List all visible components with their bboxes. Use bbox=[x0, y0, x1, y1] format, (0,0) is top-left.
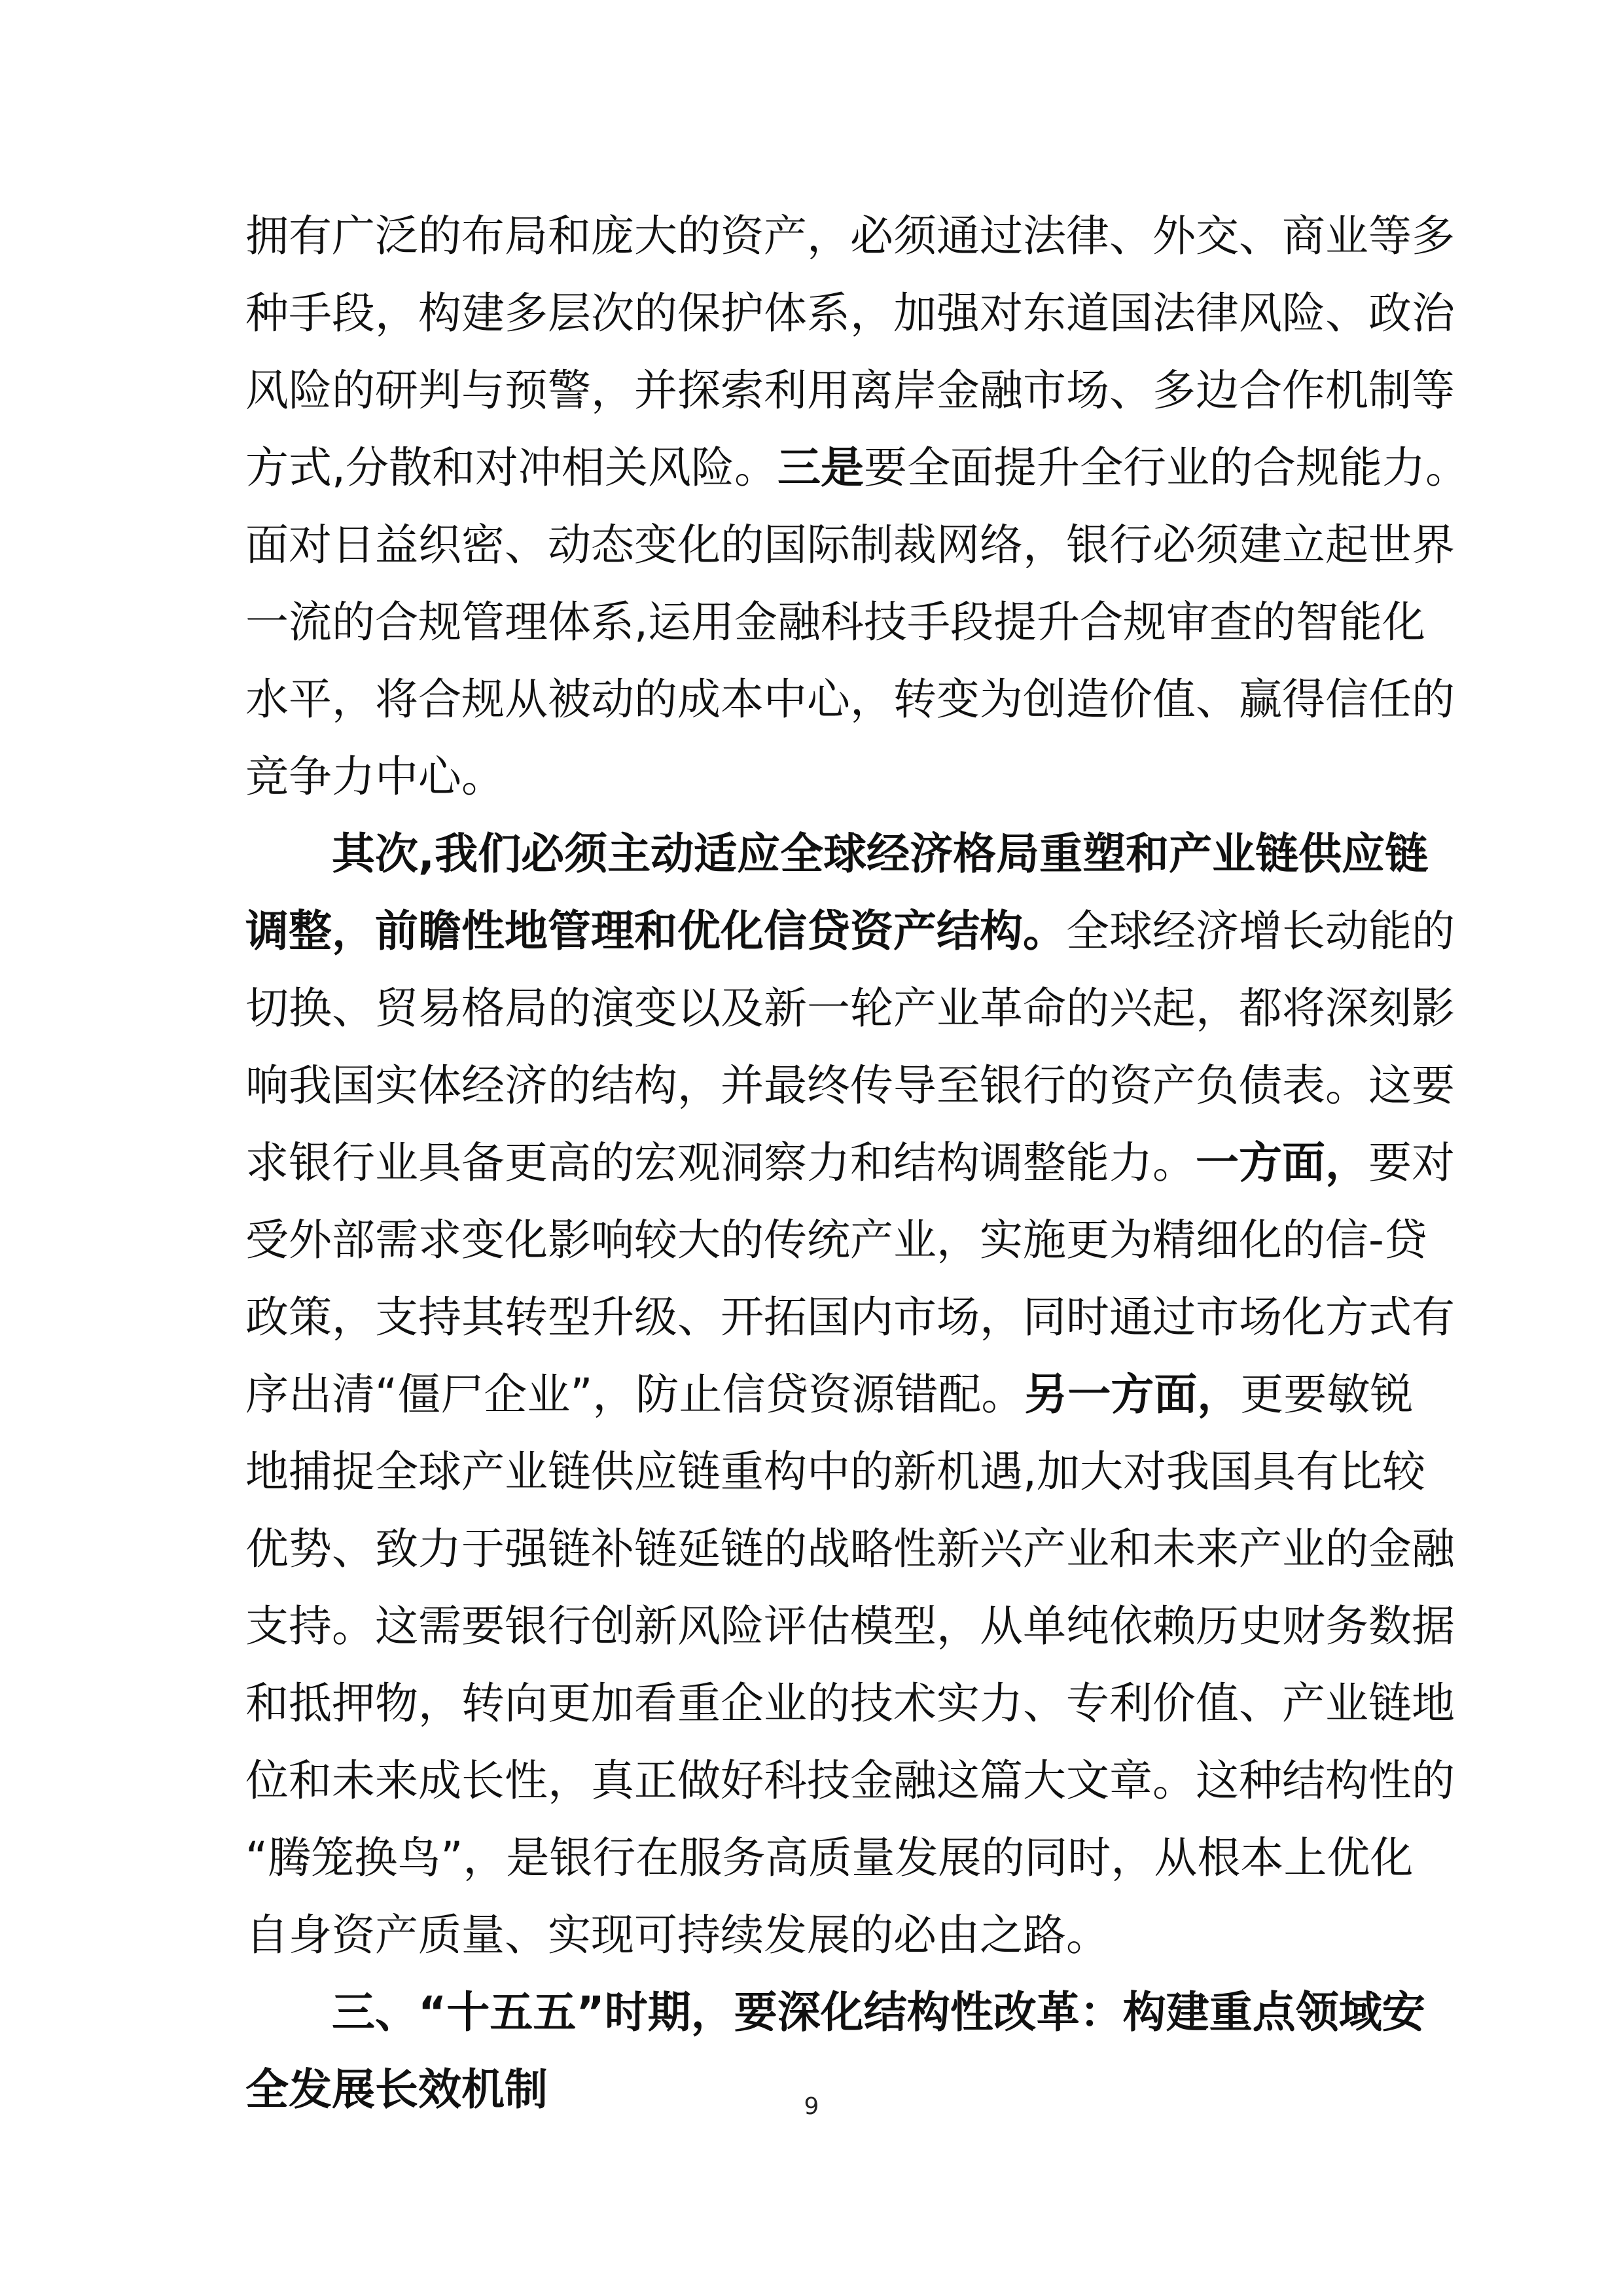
text-run: 全球经济增长动能的 bbox=[1066, 906, 1455, 956]
text-run: 更要敏锐 bbox=[1240, 1369, 1414, 1420]
text-run: 要全面提升全行业的合规能力。 bbox=[863, 442, 1469, 493]
text-line bbox=[245, 429, 1469, 507]
bold-emphasis: 一方面， bbox=[1196, 1138, 1368, 1188]
text-line: 面对日益织密、动态变化的国际制裁网络，银行必须建立起世界 bbox=[245, 520, 1455, 570]
text-line: 竞争力中心。 bbox=[245, 751, 505, 802]
text-line bbox=[245, 1356, 1414, 1433]
text-line bbox=[245, 893, 1455, 970]
text-line: 政策，支持其转型升级、开拓国内市场，同时通过市场化方式有 bbox=[245, 1292, 1455, 1342]
text-run: 求银行业具备更高的宏观洞察力和结构调整能力。 bbox=[245, 1138, 1196, 1188]
heading-line: 全发展长效机制 bbox=[245, 2064, 548, 2115]
text-line: 地捕捉全球产业链供应链重构中的新机遇,加大对我国具有比较 bbox=[245, 1446, 1425, 1497]
text-line: 优势、致力于强链补链延链的战略性新兴产业和未来产业的金融 bbox=[245, 1524, 1455, 1574]
text-line: 位和未来成长性，真正做好科技金融这篇大文章。这种结构性的 bbox=[245, 1755, 1455, 1806]
heading-line bbox=[245, 1974, 1425, 2051]
text-line: 风险的研判与预警，并探索利用离岸金融市场、多边合作机制等 bbox=[245, 365, 1455, 416]
text-run: 要对 bbox=[1368, 1138, 1455, 1188]
text-line: 响我国实体经济的结构，并最终传导至银行的资产负债表。这要 bbox=[245, 1060, 1455, 1111]
bold-emphasis: 三是 bbox=[777, 442, 864, 493]
text-line: “腾笼换鸟”，是银行在服务高质量发展的同时，从根本上优化 bbox=[245, 1833, 1414, 1883]
text-line: 拥有广泛的布局和庞大的资产，必须通过法律、外交、商业等多 bbox=[245, 211, 1455, 261]
paragraph-2 bbox=[245, 816, 1455, 1974]
text-line: 切换、贸易格局的演变以及新一轮产业革命的兴起，都将深刻影 bbox=[245, 983, 1455, 1033]
heading-text: 三、“十五五”时期，要深化结构性改革：构建重点领域安 bbox=[332, 1987, 1425, 2037]
text-run: 方式,分散和对冲相关风险。 bbox=[245, 442, 777, 493]
text-line: 水平，将合规从被动的成本中心，转变为创造价值、赢得信任的 bbox=[245, 674, 1455, 725]
body-text bbox=[245, 198, 1469, 2128]
text-line: 一流的合规管理体系,运用金融科技手段提升合规审查的智能化 bbox=[245, 597, 1425, 647]
text-line: 种手段，构建多层次的保护体系，加强对东道国法律风险、政治 bbox=[245, 288, 1455, 338]
bold-lead: 调整，前瞻性地管理和优化信贷资产结构。 bbox=[245, 906, 1066, 956]
text-line: 受外部需求变化影响较大的传统产业，实施更为精细化的信-贷 bbox=[245, 1215, 1427, 1265]
bold-lead-line bbox=[245, 816, 1429, 893]
text-line: 和抵押物，转向更加看重企业的技术实力、专利价值、产业链地 bbox=[245, 1678, 1455, 1729]
text-line: 自身资产质量、实现可持续发展的必由之路。 bbox=[245, 1910, 1109, 1960]
text-run: 序出清“僵尸企业”，防止信贷资源错配。 bbox=[245, 1369, 1025, 1420]
text-line bbox=[245, 1124, 1455, 1202]
bold-emphasis: 另一方面， bbox=[1024, 1369, 1241, 1420]
page-number: 9 bbox=[804, 2093, 819, 2120]
text-line: 支持。这需要银行创新风险评估模型，从单纯依赖历史财务数据 bbox=[245, 1601, 1455, 1651]
paragraph-1 bbox=[245, 198, 1469, 816]
bold-lead: 其次,我们必须主动适应全球经济格局重塑和产业链供应链 bbox=[332, 829, 1429, 879]
